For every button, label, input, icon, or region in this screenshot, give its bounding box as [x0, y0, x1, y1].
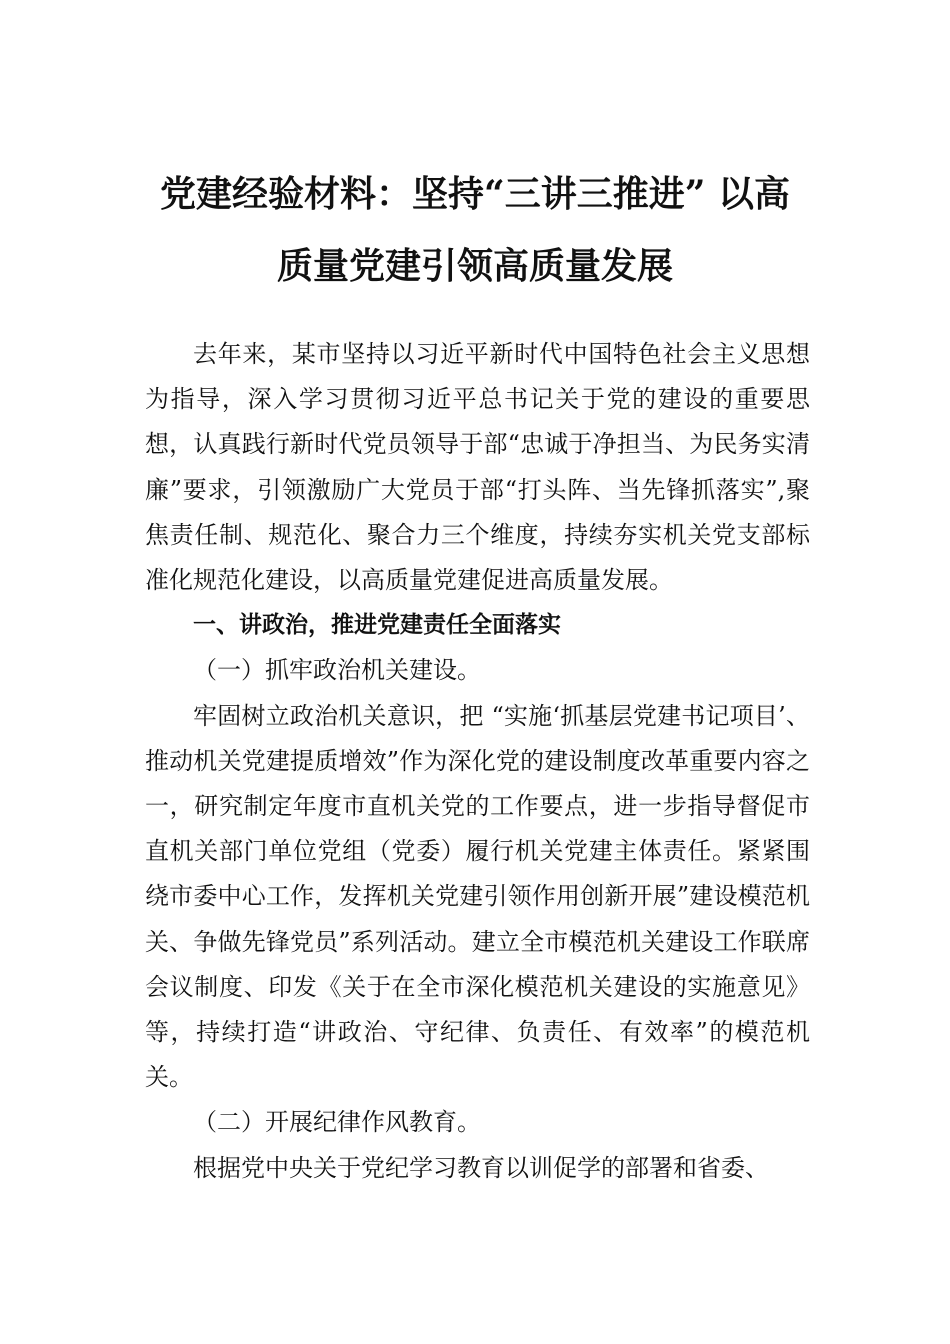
document-title: [140, 158, 810, 302]
subsection-1-paragraph: 牢固树立政治机关意识，把 “实施‘抓基层党建书记项目’、推动机关党建提质增效”作为深化党的建设制度改革重要内容之一，研究制定年度市直机关党的工作要点，进一步指导督促市直机关部门单位党组（党委）履行机关党建主体责任。紧紧围绕市委中心工作，发挥机关党建引领作用创新开展”建设模范机关、争做先锋党员”系列活动。建立全市模范机关建设工作联席会议制度、印发《关于在全市深化模范机关建设的实施意见》等，持续打造“讲政治、守纪律、负责任、有效率”的模范机关。: [145, 701, 810, 1092]
title-line-1: 党建经验材料：坚持“三讲三推进” 以高: [160, 173, 790, 215]
document-body: [145, 332, 810, 1191]
subsection-2-paragraph: 根据党中央关于党纪学习教育以训促学的部署和省委、: [193, 1153, 769, 1182]
subsection-2-heading: （二）开展纪律作风教育。: [193, 1108, 481, 1137]
subsection-1-heading: （一）抓牢政治机关建设。: [193, 656, 481, 685]
section-1-heading: 一、讲政治，推进党建责任全面落实: [193, 612, 561, 639]
title-line-2: 质量党建引领高质量发展: [276, 245, 673, 287]
intro-paragraph: 去年来，某市坚持以习近平新时代中国特色社会主义思想为指导，深入学习贯彻习近平总书记关于党的建设的重要思想，认真践行新时代党员领导于部“忠诚于净担当、为民务实清廉”要求，引领激励广大党员于部“打头阵、当先锋抓落实”,聚焦责任制、规范化、聚合力三个维度，持续夯实机关党支部标准化规范化建设，以高质量党建促进高质量发展。: [145, 340, 810, 595]
